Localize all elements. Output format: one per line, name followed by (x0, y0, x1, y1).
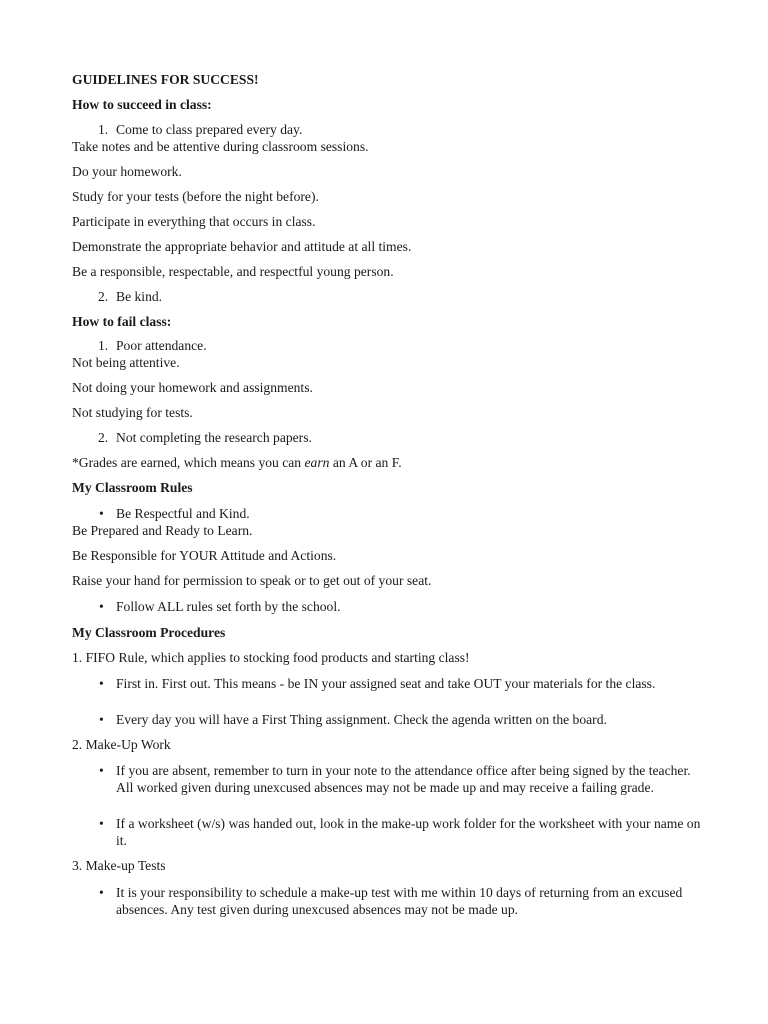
fail-line: Not being attentive. (72, 355, 180, 370)
bullet-icon: • (99, 816, 104, 831)
succeed-line: Participate in everything that occurs in class. (72, 214, 316, 229)
fail-item2: Not completing the research papers. (116, 430, 312, 445)
fail-line: Not doing your homework and assignments. (72, 380, 313, 395)
succeed-item1: Come to class prepared every day. (116, 122, 303, 137)
procedure-1-bullet2: Every day you will have a First Thing assignment. Check the agenda written on the board. (116, 712, 607, 727)
grades-note-emphasis: earn (304, 455, 330, 470)
bullet-icon: • (99, 712, 104, 727)
succeed-line: Do your homework. (72, 164, 182, 179)
rules-line: Raise your hand for permission to speak or to get out of your seat. (72, 573, 432, 588)
rules-bullet1: Be Respectful and Kind. (116, 506, 250, 521)
procedure-1: 1. FIFO Rule, which applies to stocking food products and starting class! (72, 650, 470, 665)
rules-heading: My Classroom Rules (72, 480, 193, 495)
succeed-line: Study for your tests (before the night before). (72, 189, 319, 204)
rules-line: Be Prepared and Ready to Learn. (72, 523, 253, 538)
fail-line: Not studying for tests. (72, 405, 193, 420)
procedure-2-bullet2: If a worksheet (w/s) was handed out, look in the make-up work folder for the worksheet with your name on it. (116, 816, 701, 848)
document-title: GUIDELINES FOR SUCCESS! (72, 72, 259, 87)
procedure-1-bullet1: First in. First out. This means - be IN your assigned seat and take OUT your materials for the class. (116, 676, 656, 691)
succeed-item2: Be kind. (116, 289, 163, 304)
procedure-2: 2. Make-Up Work (72, 737, 171, 752)
grades-note-prefix: *Grades are earned, which means you can (72, 455, 305, 470)
bullet-icon: • (99, 763, 104, 778)
grades-note (72, 455, 402, 471)
procedure-3-bullet1: It is your responsibility to schedule a make-up test with me within 10 days of returning from an excused absences. Any test given during unexcused absences may not be made up. (116, 885, 683, 917)
fail-item1: Poor attendance. (116, 338, 207, 353)
fail-item1-number: 1. (98, 338, 109, 353)
succeed-item1-number: 1. (98, 122, 109, 137)
succeed-line: Be a responsible, respectable, and respectful young person. (72, 264, 394, 279)
rules-bullet2: Follow ALL rules set forth by the school. (116, 599, 341, 614)
succeed-heading: How to succeed in class: (72, 97, 212, 112)
succeed-item2-number: 2. (98, 289, 109, 304)
procedures-heading: My Classroom Procedures (72, 625, 226, 640)
bullet-icon: • (99, 506, 104, 521)
grades-note-suffix: an A or an F. (329, 455, 402, 470)
bullet-icon: • (99, 676, 104, 691)
fail-heading: How to fail class: (72, 314, 172, 329)
procedure-3: 3. Make-up Tests (72, 858, 166, 873)
rules-line: Be Responsible for YOUR Attitude and Actions. (72, 548, 337, 563)
succeed-line: Demonstrate the appropriate behavior and attitude at all times. (72, 239, 412, 254)
fail-item2-number: 2. (98, 430, 109, 445)
procedure-2-bullet1: If you are absent, remember to turn in your note to the attendance office after being signed by the teacher. All worked given during unexcused absences may not be made up and may receive a failing grade. (116, 763, 691, 795)
bullet-icon: • (99, 885, 104, 900)
bullet-icon: • (99, 599, 104, 614)
succeed-line: Take notes and be attentive during classroom sessions. (72, 139, 369, 154)
